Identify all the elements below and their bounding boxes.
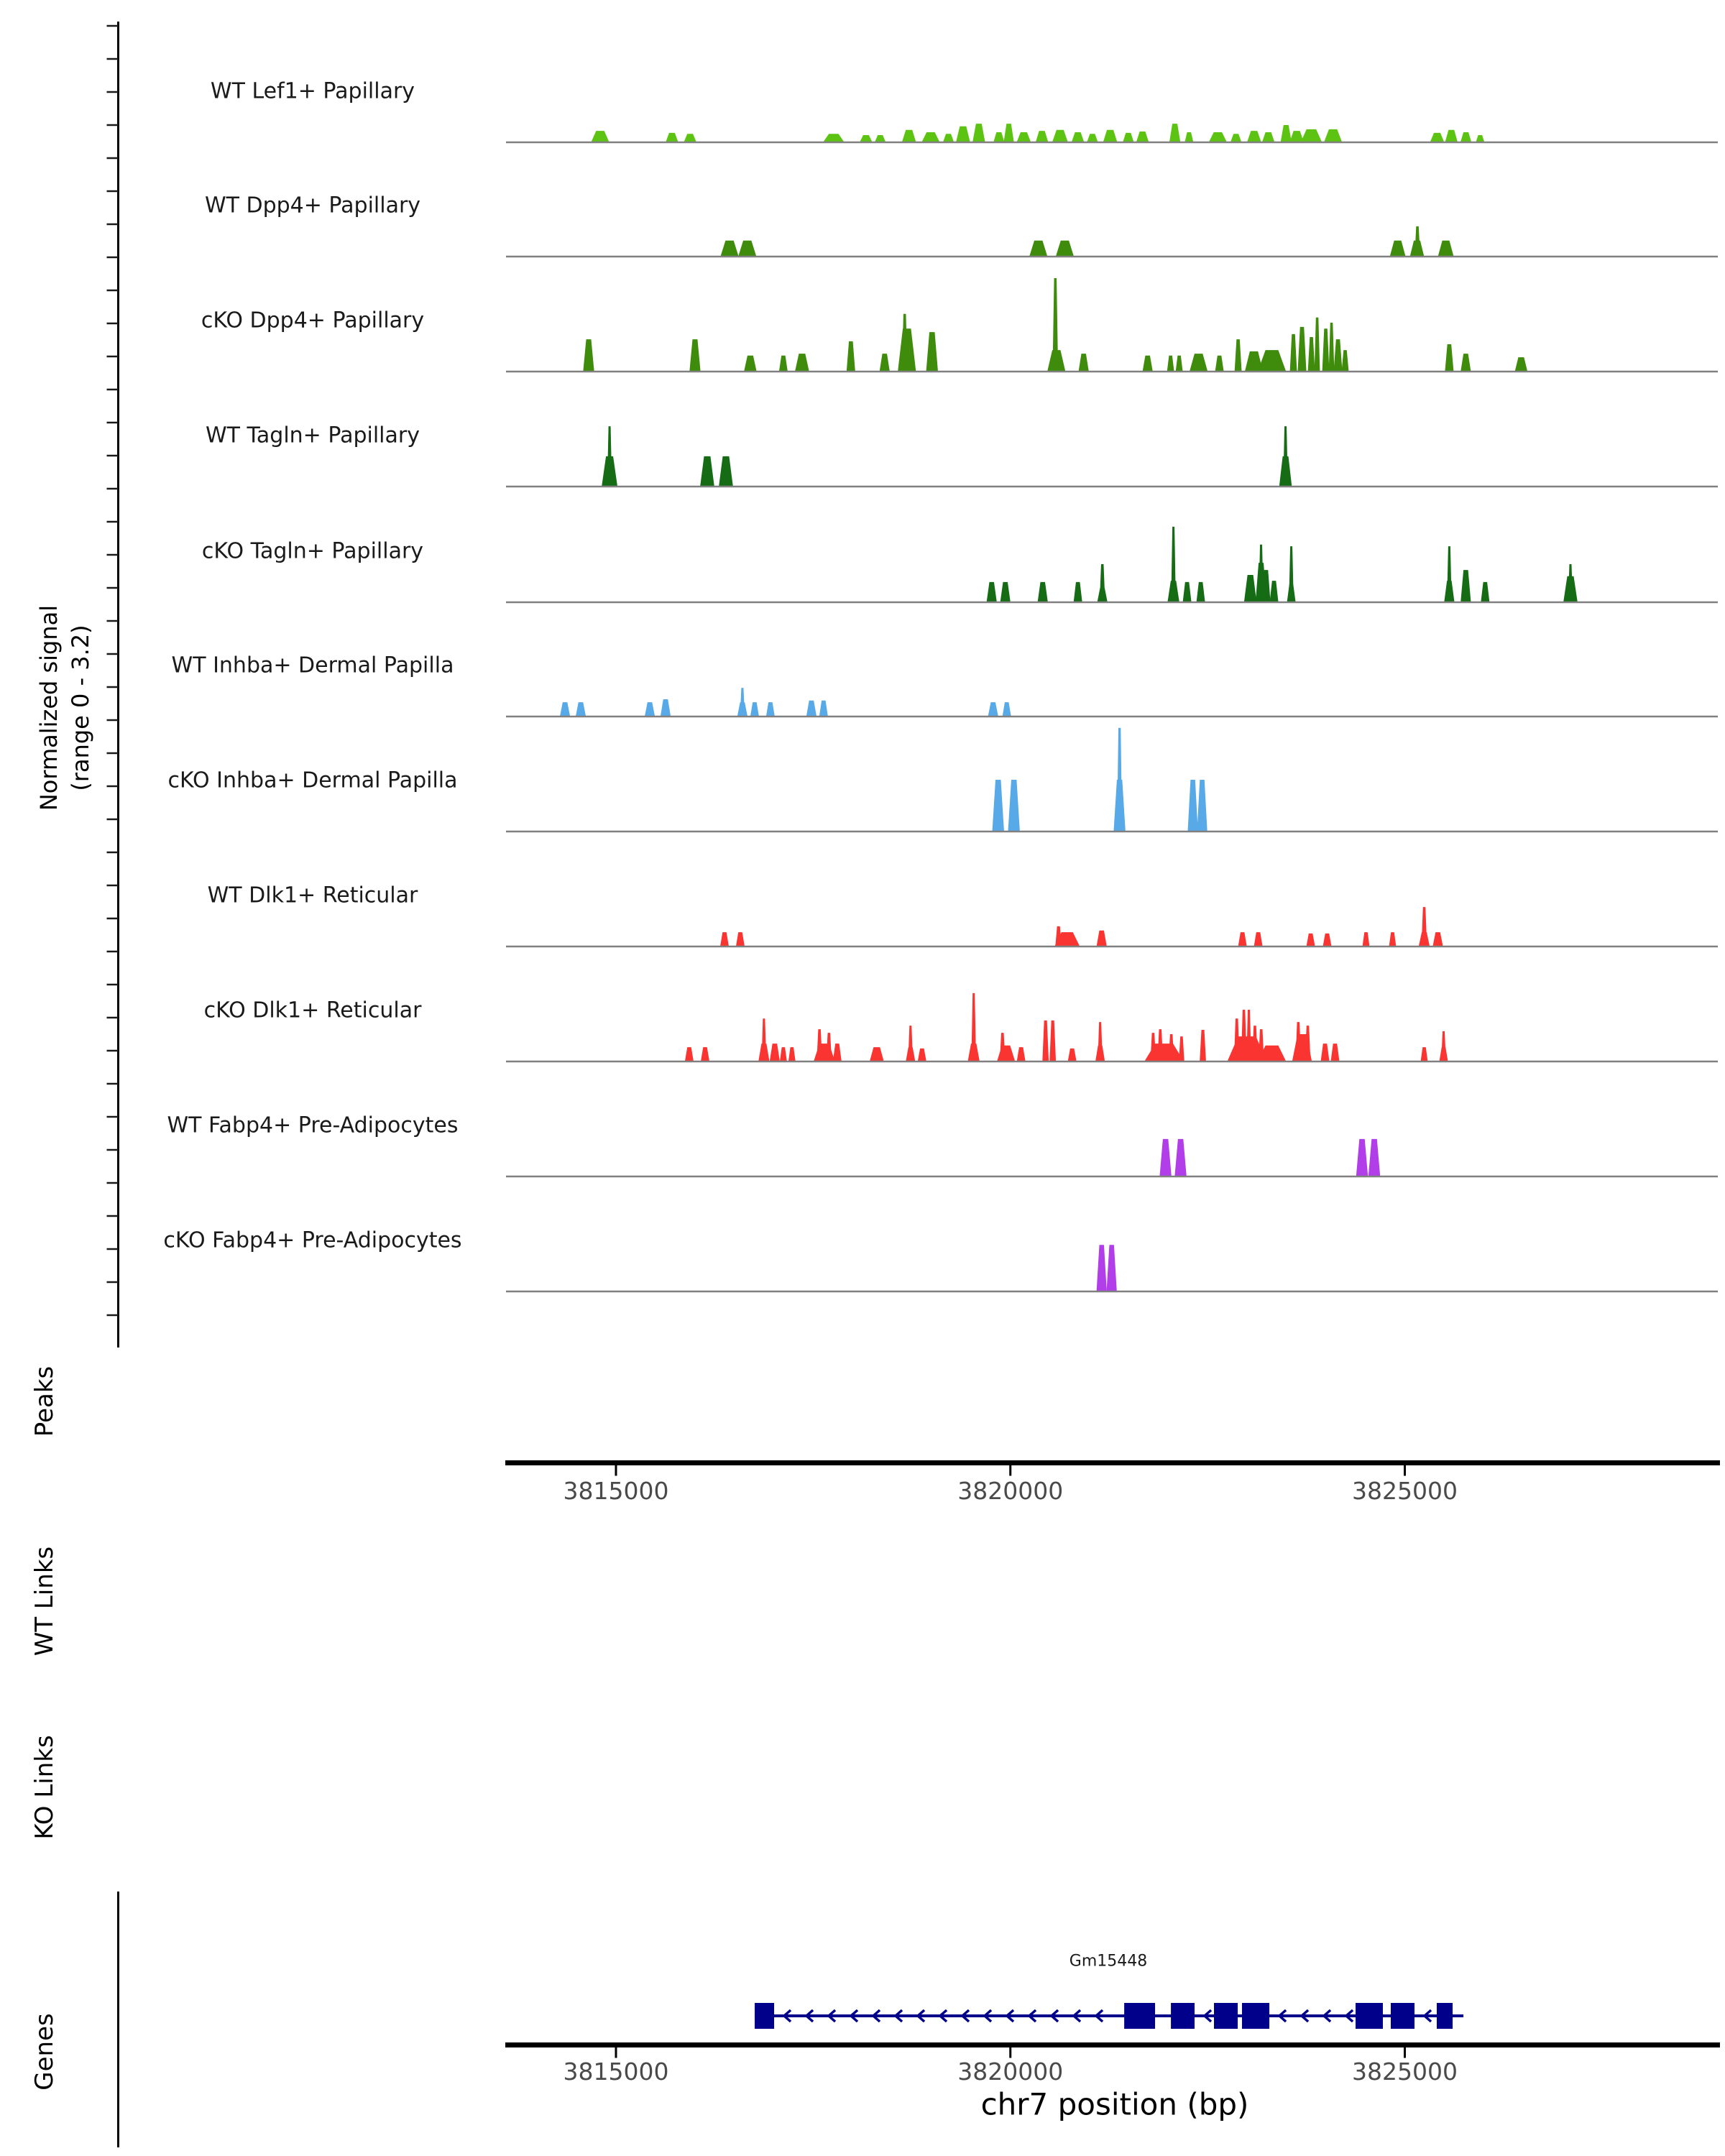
track-label: cKO Fabp4+ Pre-Adipocytes: [163, 1227, 462, 1253]
signal-peak: [1315, 318, 1320, 372]
axis-tick-label: 3825000: [1352, 1477, 1458, 1505]
signal-peak: [1258, 350, 1287, 372]
section-label-ko-links: KO Links: [30, 1735, 59, 1840]
coverage-track: [506, 993, 1718, 1061]
gene-exon: [1124, 2003, 1155, 2029]
axis-tick-labels: [563, 1477, 1458, 2086]
peaks-panel-axis: [505, 1463, 1720, 1476]
signal-peak: [1356, 1139, 1368, 1176]
signal-peak: [1055, 926, 1062, 946]
signal-peak: [1290, 334, 1297, 372]
signal-peak: [1029, 241, 1047, 257]
signal-peak: [1307, 934, 1315, 946]
track-label: WT Fabp4+ Pre-Adipocytes: [167, 1112, 459, 1138]
signal-peak: [1169, 124, 1180, 142]
coverage-track: [506, 728, 1718, 831]
axis-tick-label: 3815000: [563, 2058, 669, 2086]
signal-peak: [833, 1044, 842, 1061]
axis-tick-label: 3820000: [957, 1477, 1064, 1505]
signal-peak: [1330, 1044, 1339, 1061]
signal-peak: [1254, 932, 1263, 946]
gene-exon: [1242, 2003, 1269, 2029]
signal-peak: [1000, 582, 1011, 602]
signal-peak: [1441, 1031, 1446, 1061]
signal-axis-line: [107, 22, 119, 1348]
signal-peak: [1281, 125, 1292, 142]
signal-peak: [1334, 339, 1343, 372]
signal-peak: [1421, 1047, 1428, 1061]
signal-peak: [1215, 356, 1224, 372]
signal-peak: [1200, 1030, 1206, 1061]
signal-peak: [1197, 582, 1205, 602]
track-label: cKO Dlk1+ Reticular: [203, 998, 422, 1023]
signal-peak: [666, 133, 678, 142]
signal-peak: [591, 131, 609, 142]
signal-peak: [1414, 226, 1420, 257]
signal-peak: [1238, 932, 1247, 946]
track-label: cKO Dpp4+ Papillary: [201, 308, 425, 333]
signal-peak: [1176, 356, 1183, 372]
signal-peak: [762, 1018, 767, 1061]
signal-peak: [576, 702, 586, 717]
signal-peak: [1171, 527, 1176, 602]
signal-peak: [1247, 131, 1261, 142]
signal-peak: [1363, 932, 1370, 946]
signal-peak: [1072, 132, 1085, 142]
signal-peak: [1169, 1034, 1174, 1061]
signal-peak: [1151, 1033, 1156, 1061]
signal-peak: [1515, 357, 1528, 372]
signal-peak: [1123, 133, 1133, 142]
signal-peak: [1568, 564, 1573, 602]
signal-peak: [972, 124, 985, 142]
signal-peak: [1000, 1033, 1006, 1061]
signal-peak: [720, 241, 738, 257]
signal-peak: [1197, 780, 1207, 831]
signal-peak: [860, 135, 873, 142]
signal-peak: [1445, 130, 1458, 142]
signal-peak: [560, 702, 570, 717]
signal-peak: [700, 456, 714, 487]
signal-peak: [1438, 241, 1454, 257]
signal-peak: [1230, 134, 1241, 142]
y-axis-label-line2: (range 0 - 3.2): [67, 625, 94, 791]
signal-peak: [956, 126, 970, 142]
signal-peak: [1167, 356, 1174, 372]
signal-peak: [1368, 1139, 1380, 1176]
signal-peak: [1324, 129, 1342, 142]
signal-peak: [1308, 337, 1315, 372]
signal-peak: [736, 932, 745, 946]
gene-exon: [1214, 2003, 1238, 2029]
signal-peak: [779, 356, 788, 372]
x-axis-title: chr7 position (bp): [980, 2086, 1249, 2122]
signal-peak: [1017, 132, 1031, 142]
signal-peak: [826, 1033, 832, 1061]
gene-exon: [755, 2003, 774, 2029]
signal-peak: [1107, 1245, 1117, 1291]
signal-peak: [583, 339, 594, 372]
signal-peak: [1190, 354, 1208, 372]
signal-peak: [1074, 582, 1082, 602]
coverage-track: [506, 688, 1718, 717]
signal-peak: [607, 426, 612, 487]
signal-peak: [1447, 546, 1452, 602]
genome-position-axis: [505, 2045, 1720, 2058]
signal-peak: [1079, 354, 1089, 372]
gene-exon: [1171, 2003, 1195, 2029]
coverage-track: [506, 907, 1718, 946]
signal-peak: [645, 702, 655, 717]
signal-peak: [908, 1026, 914, 1061]
signal-peak: [806, 701, 816, 717]
signal-peak: [1052, 278, 1058, 372]
signal-peak: [926, 332, 938, 372]
coverage-track: [506, 1139, 1718, 1176]
signal-peak: [1049, 1021, 1056, 1061]
signal-peak: [1087, 134, 1098, 142]
track-label: WT Inhba+ Dermal Papilla: [171, 653, 454, 678]
signal-peak: [719, 456, 733, 487]
signal-peak: [1235, 339, 1242, 372]
signal-peak: [1329, 323, 1335, 372]
signal-peak: [1342, 350, 1349, 372]
signal-peak: [740, 688, 745, 717]
signal-peak: [1117, 728, 1122, 831]
signal-peak: [1144, 1044, 1184, 1061]
signal-peak: [770, 1044, 780, 1061]
signal-peak: [1422, 907, 1427, 946]
signal-peak: [819, 701, 828, 717]
signal-peak: [902, 314, 908, 372]
signal-peak: [1097, 931, 1107, 946]
signal-peak: [1246, 1010, 1251, 1061]
gene-exon: [1391, 2003, 1414, 2029]
signal-peak: [1481, 582, 1489, 602]
signal-peak: [1159, 1139, 1171, 1176]
signal-peak: [720, 932, 729, 946]
signal-peak: [1252, 1026, 1258, 1061]
signal-peak: [1042, 1021, 1049, 1061]
signal-peak: [1187, 780, 1197, 831]
signal-peak: [1097, 1245, 1107, 1291]
signal-peak: [880, 354, 890, 372]
coverage-track: [506, 226, 1718, 257]
signal-peak: [738, 241, 756, 257]
signal-peak: [1322, 934, 1331, 946]
signal-peak: [1460, 354, 1471, 372]
signal-peak: [744, 356, 757, 372]
gene-model: [755, 2003, 1463, 2029]
signal-peak: [1476, 135, 1484, 142]
signal-peak: [987, 582, 997, 602]
coverage-track: [506, 527, 1718, 602]
gene-exon: [1437, 2003, 1453, 2029]
signal-peak: [1445, 344, 1453, 372]
signal-peak: [823, 134, 845, 142]
gene-exon: [1356, 2003, 1383, 2029]
gene-name-label: Gm15448: [1069, 1952, 1148, 1971]
signal-peak: [750, 702, 759, 717]
signal-peak: [1389, 932, 1397, 946]
section-label-peaks: Peaks: [30, 1365, 59, 1437]
signal-peak: [1003, 124, 1013, 142]
signal-peak: [1390, 241, 1406, 257]
signal-peak: [943, 134, 954, 142]
section-label-wt-links: WT Links: [30, 1546, 59, 1657]
signal-peak: [1209, 132, 1227, 142]
signal-peak: [1262, 132, 1275, 142]
signal-peak: [1183, 582, 1192, 602]
track-label: WT Tagln+ Papillary: [206, 423, 420, 448]
signal-peak: [814, 1044, 835, 1061]
signal-peak: [701, 1047, 709, 1061]
y-axis-label: [33, 605, 96, 811]
signal-peak: [684, 134, 696, 142]
signal-peak: [766, 702, 775, 717]
y-axis-label-line1: Normalized signal: [35, 604, 63, 811]
signal-peak: [1432, 932, 1443, 946]
signal-peak: [1157, 1029, 1163, 1061]
signal-peak: [1098, 1022, 1103, 1061]
signal-peak: [1430, 133, 1445, 142]
signal-peak: [795, 354, 809, 372]
signal-peak: [689, 339, 700, 372]
signal-peak: [1056, 241, 1074, 257]
signal-peak: [1295, 1022, 1301, 1061]
signal-peak: [1036, 131, 1049, 142]
track-label: WT Lef1+ Papillary: [210, 78, 415, 104]
coverage-track: [506, 278, 1718, 372]
signal-peak: [902, 130, 916, 142]
signal-peak: [971, 993, 976, 1061]
section-label-genes: Genes: [30, 2013, 59, 2091]
coverage-track: [506, 426, 1718, 487]
signal-peak: [1289, 546, 1294, 602]
signal-peak: [993, 780, 1004, 831]
axis-tick-label: 3815000: [563, 1477, 669, 1505]
coverage-tracks: [506, 124, 1718, 1291]
signal-peak: [918, 1049, 926, 1061]
signal-peak: [1100, 564, 1105, 602]
signal-peak: [685, 1047, 694, 1061]
signal-peak: [988, 702, 998, 717]
coverage-track: [506, 124, 1718, 142]
track-label: WT Dlk1+ Reticular: [207, 883, 418, 908]
signal-peak: [1052, 130, 1068, 142]
signal-peak: [870, 1047, 884, 1061]
signal-peak: [1305, 1026, 1311, 1061]
signal-peak: [875, 135, 886, 142]
signal-peak: [1103, 130, 1118, 142]
signal-peak: [1038, 582, 1048, 602]
signal-peak: [997, 1046, 1015, 1061]
signal-peak: [816, 1029, 822, 1061]
track-label: cKO Inhba+ Dermal Papilla: [167, 768, 458, 793]
signal-peak: [1301, 129, 1322, 142]
signal-peak: [1460, 570, 1471, 602]
signal-peak: [788, 1047, 796, 1061]
axis-tick-label: 3820000: [957, 2058, 1064, 2086]
signal-peak: [1283, 426, 1288, 487]
signal-peak: [1136, 132, 1149, 142]
axis-tick-label: 3825000: [1352, 2058, 1458, 2086]
signal-peak: [1143, 356, 1153, 372]
signal-peak: [1184, 132, 1193, 142]
signal-peak: [1460, 132, 1471, 142]
track-label: cKO Tagln+ Papillary: [201, 538, 424, 564]
signal-peak: [921, 132, 939, 142]
signal-peak: [1017, 1047, 1026, 1061]
track-label: WT Dpp4+ Papillary: [204, 193, 421, 218]
signal-peak: [1322, 328, 1330, 372]
signal-peak: [993, 132, 1004, 142]
signal-peak: [1008, 780, 1019, 831]
signal-peak: [1179, 1036, 1184, 1061]
signal-peak: [1244, 575, 1257, 602]
signal-peak: [1234, 1018, 1240, 1061]
signal-peak: [1068, 1049, 1077, 1061]
signal-peak: [1297, 327, 1306, 372]
signal-peak: [661, 699, 671, 717]
signal-peak: [1241, 1010, 1247, 1061]
signal-peak: [1321, 1044, 1330, 1061]
signal-peak: [847, 341, 855, 372]
signal-peak: [1269, 581, 1278, 602]
coverage-track: [506, 1245, 1718, 1291]
signal-peak: [780, 1047, 787, 1061]
signal-peak: [1003, 702, 1011, 717]
signal-peak: [1174, 1139, 1186, 1176]
